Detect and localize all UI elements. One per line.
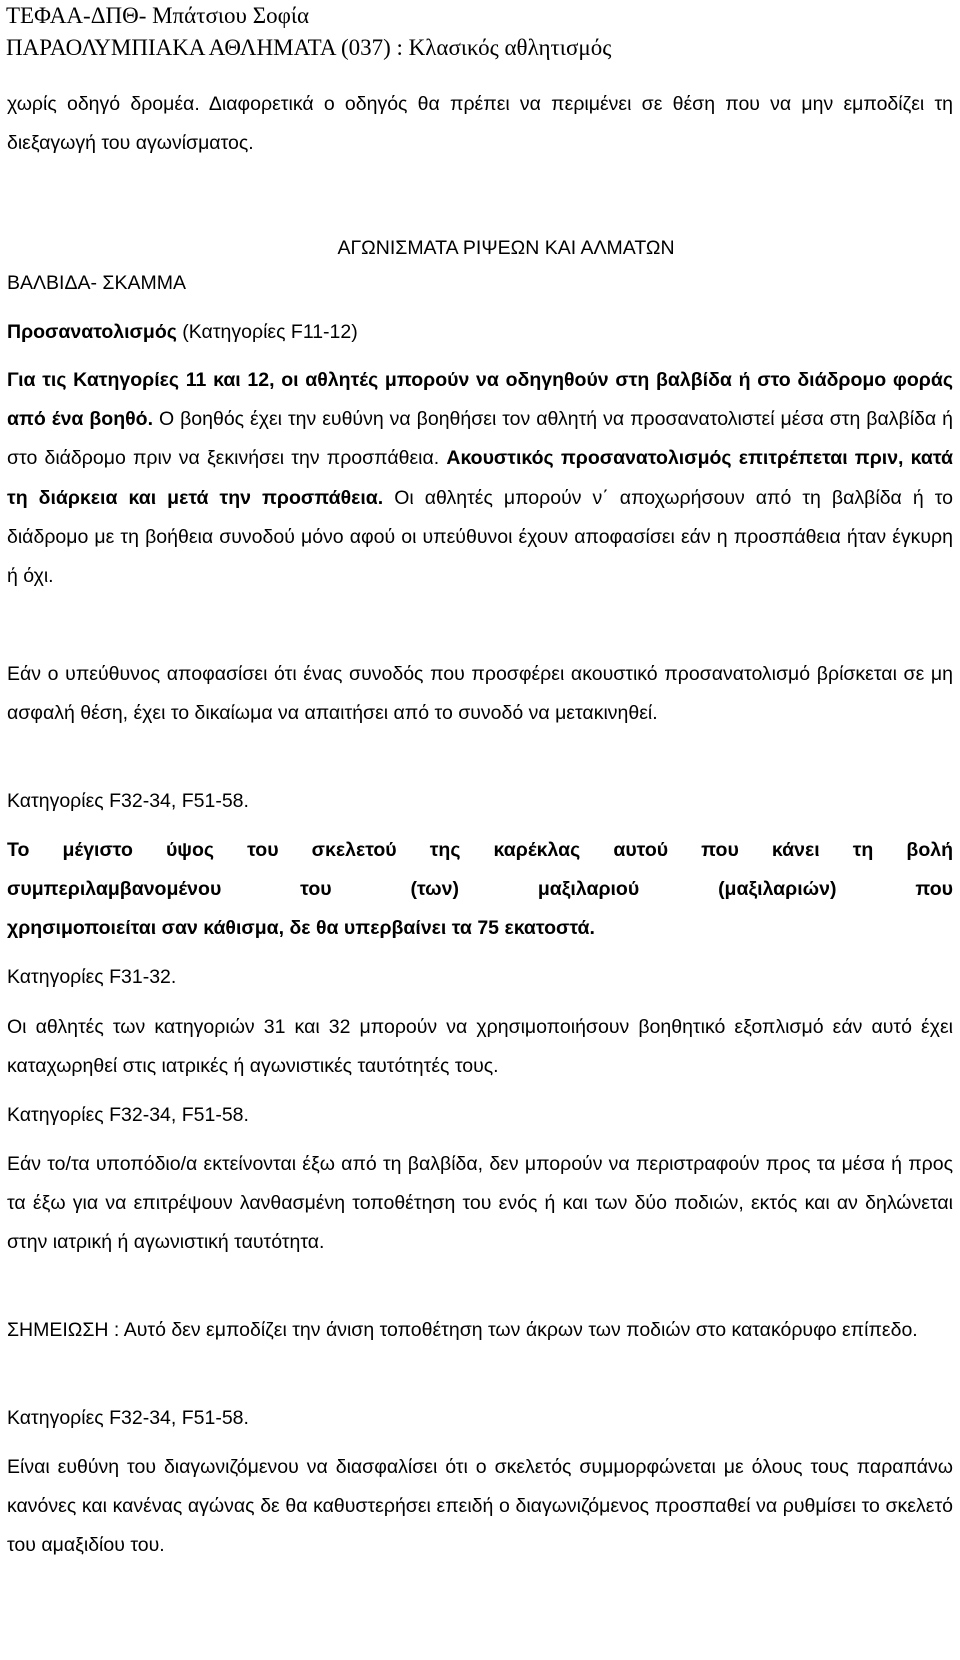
orientation-bold-sentence-2: Ακουστικός προσανατολισμός επιτρέπεται πριν, κατά τη διάρκεια και μετά την προσπάθεια.: [7, 447, 953, 509]
section-title: ΑΓΩΝΙΣΜΑΤΑ ΡΙΨΕΩΝ ΚΑΙ ΑΛΜΑΤΩΝ: [337, 237, 675, 259]
category-label-f32-34-second: Κατηγορίες F32-34, F51-58.: [7, 1104, 249, 1126]
chair-height-line-2: συμπεριλαμβανομένου του (των) μαξιλαριού (μαξιλαριών) που: [7, 878, 953, 901]
category-label-f32-34-first: Κατηγορίες F32-34, F51-58.: [7, 790, 249, 812]
chair-height-line-1: Το μέγιστο ύψος του σκελετού της καρέκλας αυτού που κάνει τη βολή: [7, 839, 953, 861]
category-label-f31-32: Κατηγορίες F31-32.: [7, 966, 177, 988]
chair-height-paragraph: [7, 831, 953, 949]
orientation-bold-sentence-1: Για τις Κατηγορίες 11 και 12, οι αθλητές μπορούν να οδηγηθούν στη βαλβίδα ή στο διάδρομο φοράς από ένα βοηθό.: [7, 369, 953, 431]
subsection-title: ΒΑΛΒΙΔΑ- ΣΚΑΜΜΑ: [7, 272, 186, 294]
category-label-f32-34-third: Κατηγορίες F32-34, F51-58.: [7, 1407, 249, 1429]
chair-height-line-3: χρησιμοποιείται σαν κάθισμα, δε θα υπερβαίνει τα 75 εκατοστά.: [7, 917, 595, 940]
orientation-sentence-1: Ο βοηθός έχει την ευθύνη να βοηθήσει τον αθλητή να προσανατολιστεί μέσα στη βαλβίδα ή στο διάδρομο πριν να ξεκινήσει την προσπάθεια.: [7, 408, 953, 470]
page-header: [6, 0, 611, 64]
assistive-equipment-paragraph: Οι αθλητές των κατηγοριών 31 και 32 μπορούν να χρησιμοποιήσουν βοηθητικό εξοπλισμό εάν αυτό έχει καταχωρηθεί στις ιατρικές ή αγωνιστικές ταυτότητές τους.: [7, 1016, 953, 1078]
orientation-heading-bold: Προσανατολισμός: [7, 321, 177, 343]
orientation-heading: [7, 313, 953, 352]
official-decision-paragraph: Εάν ο υπεύθυνος αποφασίσει ότι ένας συνοδός που προσφέρει ακουστικό προσανατολισμό βρίσκεται σε μη ασφαλή θέση, έχει το δικαίωμα να απαιτήσει από το συνοδό να μετακινηθεί.: [7, 663, 953, 725]
intro-paragraph: χωρίς οδηγό δρομέα. Διαφορετικά ο οδηγός θα πρέπει να περιμένει σε θέση που να μην εμποδίζει τη διεξαγωγή του αγωνίσματος.: [7, 93, 953, 155]
note-paragraph: ΣΗΜΕΙΩΣΗ : Αυτό δεν εμποδίζει την άνιση τοποθέτηση των άκρων των ποδιών στο κατακόρυφο επίπεδο.: [7, 1319, 918, 1341]
orientation-sentence-2: Οι αθλητές μπορούν ν΄ αποχωρήσουν από τη βαλβίδα ή το διάδρομο με τη βοήθεια συνοδού μόνο αφού οι υπεύθυνοι έχουν αποφασίσει εάν η προσπάθεια ήταν έγκυρη ή όχι.: [7, 486, 953, 588]
footplate-paragraph: Εάν το/τα υποπόδιο/α εκτείνονται έξω από τη βαλβίδα, δεν μπορούν να περιστραφούν προς τα μέσα ή προς τα έξω για να επιτρέψουν λανθασμένη τοποθέτηση του ενός ή και των δύο ποδιών, εκτός και αν δηλώνεται στην ιατρική ή αγωνιστική ταυτότητα.: [7, 1153, 953, 1254]
orientation-paragraph: [7, 361, 953, 596]
orientation-heading-categories: (Κατηγορίες F11-12): [176, 321, 358, 343]
header-course-line: ΠΑΡΑΟΛΥΜΠΙΑΚΑ ΑΘΛΗΜΑΤΑ (037) : Κλασικός αθλητισμός: [6, 35, 612, 60]
responsibility-paragraph: Είναι ευθύνη του διαγωνιζόμενου να διασφαλίσει ότι ο σκελετός συμμορφώνεται με όλους τους παραπάνω κανόνες και κανένας αγώνας δε θα καθυστερήσει επειδή ο διαγωνιζόμενος προσπαθεί να ρυθμίσει το σκελετό του αμαξιδίου του.: [7, 1456, 953, 1557]
header-author-line: ΤΕΦΑΑ-ΔΠΘ- Μπάτσιου Σοφία: [6, 3, 310, 28]
